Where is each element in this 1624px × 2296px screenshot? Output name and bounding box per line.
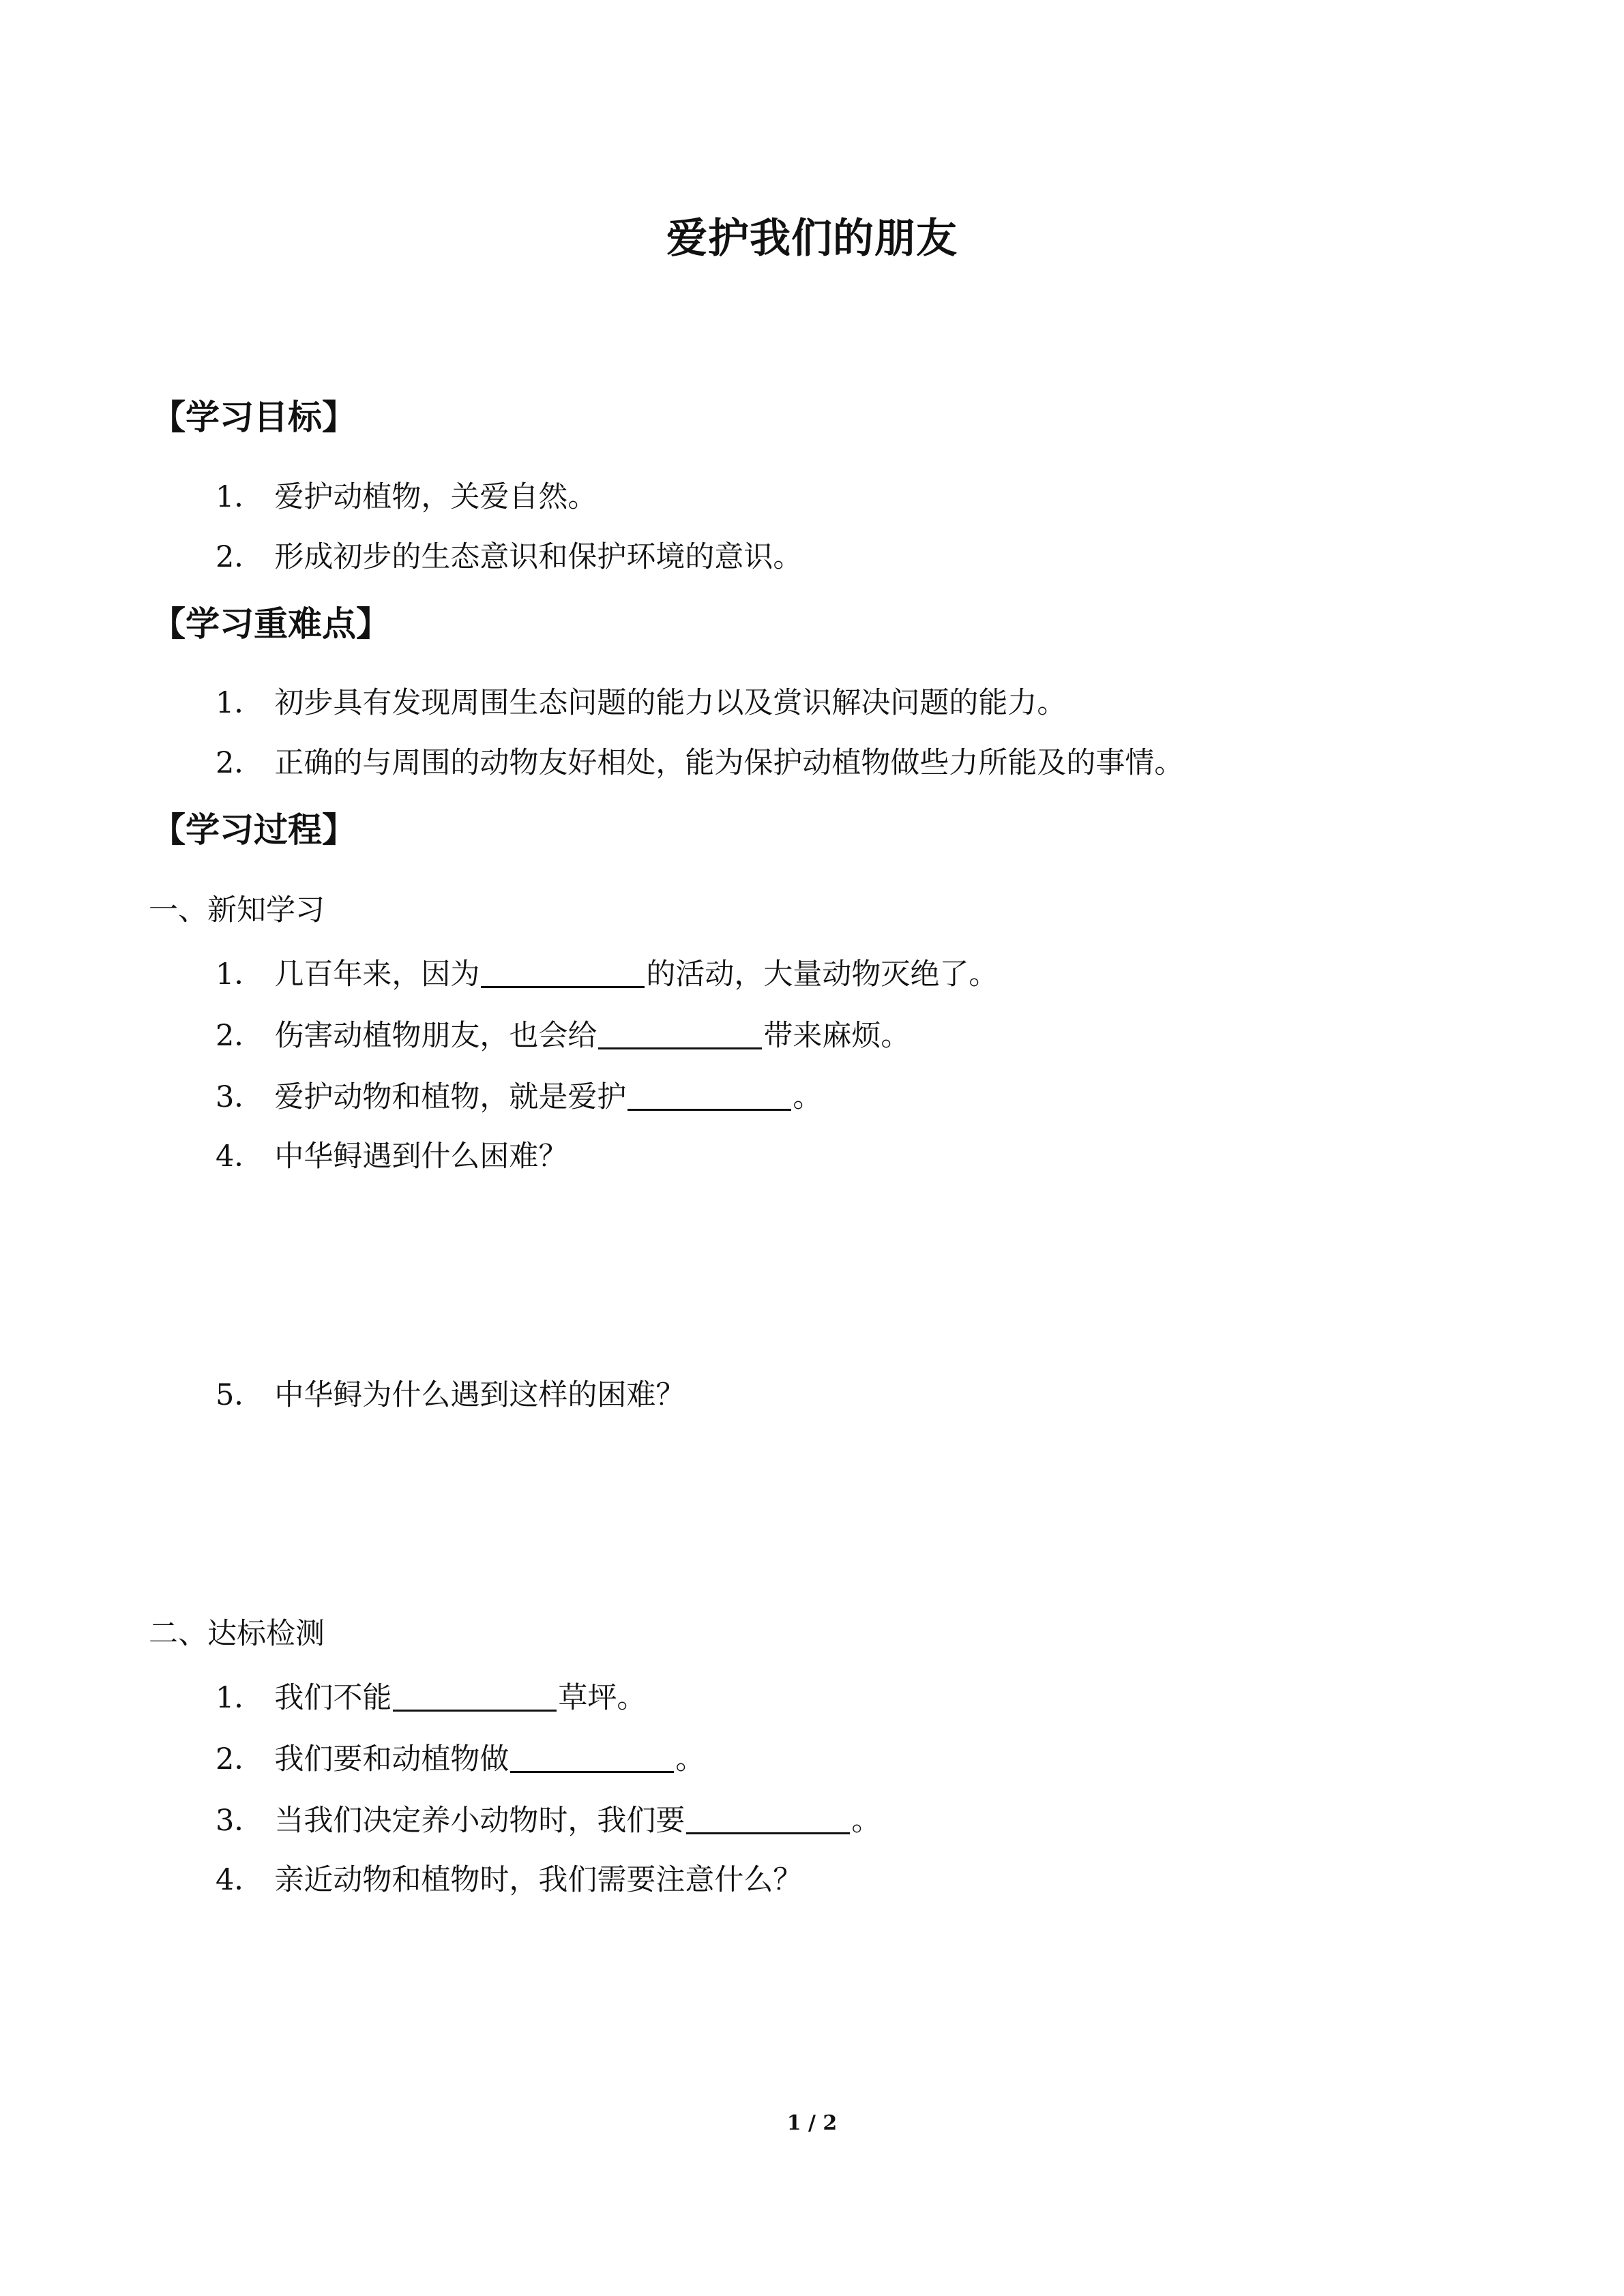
item-number: 2． (216, 540, 264, 574)
item-number: 3． (216, 1080, 264, 1114)
key-point-item (216, 683, 1066, 724)
subsection-label-new-knowledge: 一、新知学习 (149, 893, 325, 927)
item-text-before: 我们要和动植物做 (274, 1742, 510, 1776)
key-point-item (216, 743, 1183, 784)
item-text-after: 。 (793, 1080, 823, 1114)
fill-blank-item (216, 1675, 646, 1718)
question-item (216, 1375, 685, 1416)
item-number: 1． (216, 957, 264, 992)
fill-blank-item (216, 1737, 705, 1780)
item-text-before: 当我们决定养小动物时，我们要 (274, 1804, 685, 1838)
subsection-label-assessment: 二、达标检测 (149, 1617, 325, 1651)
item-text-after: 。 (851, 1804, 881, 1838)
item-text-after: 。 (675, 1742, 705, 1776)
answer-blank[interactable] (628, 1079, 791, 1111)
item-text-before: 爱护动物和植物，就是爱护 (274, 1080, 627, 1114)
item-text: 正确的与周围的动物友好相处，能为保护动植物做些力所能及的事情。 (274, 746, 1184, 780)
item-number: 1． (216, 480, 264, 514)
item-number: 4． (216, 1139, 264, 1174)
fill-blank-item (216, 1075, 822, 1118)
item-text-before: 伤害动植物朋友，也会给 (274, 1019, 597, 1053)
page-number: 1 / 2 (786, 2111, 838, 2135)
item-number: 5． (216, 1378, 264, 1412)
answer-blank[interactable] (393, 1680, 557, 1712)
question-item (216, 1136, 567, 1177)
item-text: 中华鲟遇到什么困难？ (274, 1139, 568, 1174)
item-number: 2． (216, 1742, 264, 1776)
section-heading-objectives: 【学习目标】 (151, 398, 356, 437)
page-title: 爱护我们的朋友 (666, 215, 958, 263)
item-text: 爱护动植物，关爱自然。 (274, 480, 597, 514)
question-item (216, 1860, 802, 1900)
item-number: 3． (216, 1804, 264, 1838)
answer-blank[interactable] (481, 956, 645, 988)
fill-blank-item (216, 1798, 881, 1841)
objective-item (216, 477, 597, 518)
item-text-after: 带来麻烦。 (763, 1019, 911, 1053)
item-text: 中华鲟为什么遇到这样的困难？ (274, 1378, 685, 1412)
item-text-after: 的活动，大量动物灭绝了。 (646, 957, 999, 992)
answer-blank[interactable] (510, 1741, 674, 1773)
item-text-before: 几百年来，因为 (274, 957, 480, 992)
answer-blank[interactable] (598, 1017, 762, 1049)
item-number: 4． (216, 1863, 264, 1897)
item-number: 1． (216, 1681, 264, 1715)
item-text: 亲近动物和植物时，我们需要注意什么？ (274, 1863, 803, 1897)
answer-blank[interactable] (686, 1802, 850, 1834)
item-number: 2． (216, 1019, 264, 1053)
objective-item (216, 537, 802, 578)
item-text-after: 草坪。 (558, 1681, 647, 1715)
section-heading-process: 【学习过程】 (151, 810, 356, 850)
item-text-before: 我们不能 (274, 1681, 392, 1715)
item-text: 初步具有发现周围生态问题的能力以及赏识解决问题的能力。 (274, 686, 1067, 720)
item-text: 形成初步的生态意识和保护环境的意识。 (274, 540, 803, 574)
item-number: 1． (216, 686, 264, 720)
section-heading-key-points: 【学习重难点】 (151, 604, 390, 644)
fill-blank-item (216, 1013, 910, 1056)
item-number: 2． (216, 746, 264, 780)
fill-blank-item (216, 952, 998, 995)
